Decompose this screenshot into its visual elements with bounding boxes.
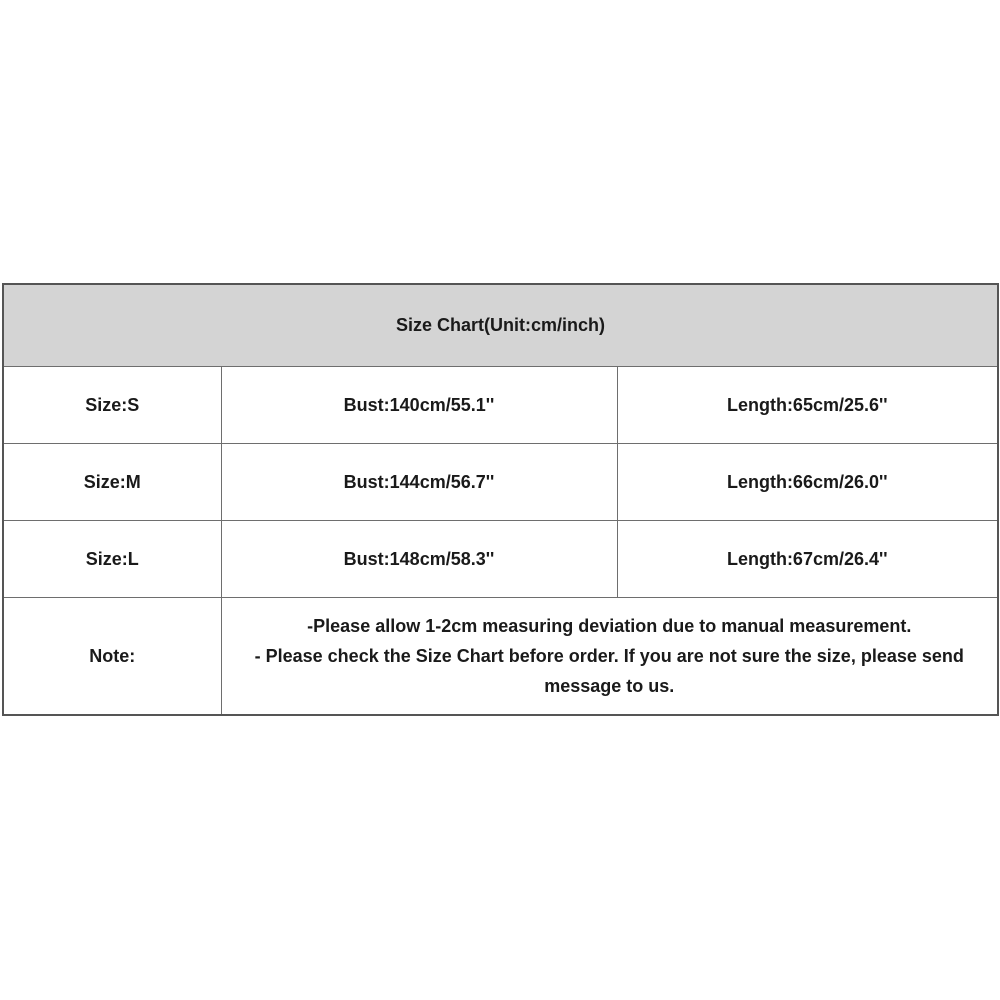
note-line-check-chart: - Please check the Size Chart before order. If you are not sure the size, please send message to us. [254,646,964,696]
table-row [3,367,998,444]
note-line-deviation: -Please allow 1-2cm measuring deviation due to manual measurement. [307,616,912,636]
bust-cell: Bust:148cm/58.3'' [221,521,617,598]
bust-cell: Bust:144cm/56.7'' [221,444,617,521]
bust-cell: Bust:140cm/55.1'' [221,367,617,444]
size-cell: Size:M [3,444,221,521]
table-header-row [3,284,998,367]
note-row [3,598,998,716]
length-cell: Length:66cm/26.0'' [617,444,998,521]
length-cell: Length:65cm/25.6'' [617,367,998,444]
length-cell: Length:67cm/26.4'' [617,521,998,598]
size-cell: Size:S [3,367,221,444]
note-label: Note: [3,598,221,716]
table-row [3,444,998,521]
size-chart-table [2,283,999,716]
note-content [221,598,998,716]
table-row [3,521,998,598]
size-cell: Size:L [3,521,221,598]
table-title: Size Chart(Unit:cm/inch) [3,284,998,367]
